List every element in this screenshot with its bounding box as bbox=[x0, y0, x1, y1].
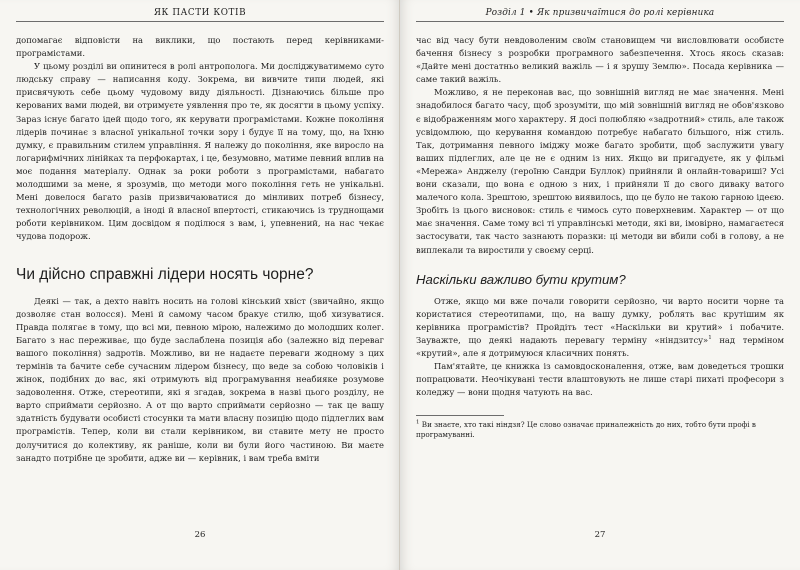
right-page bbox=[400, 0, 800, 570]
subheading: Наскільки важливо бути крутим? bbox=[416, 271, 626, 287]
footnote-text: Ви знаєте, хто такі ніндзя? Це слово означає приналежність до них, тобто бути профі в програмуванні. bbox=[416, 420, 756, 440]
paragraph-text: Отже, якщо ми вже почали говорити серйозно, чи варто носити чорне та користатися стереотипами, що, на вашу думку, роблять вас крутішим як керівника програмістів? Пройдіть тест «Наскільки ви крутий» і побачите. Зауважте, що деякі надають перевагу терміну «ніндзитсу» bbox=[416, 295, 784, 345]
paragraph-text: над терміном «крутий», але я дотримуюся класичних понять. bbox=[416, 334, 784, 358]
running-head-right: Розділ 1 • Як призвичаїтися до ролі керівника bbox=[416, 6, 784, 22]
paragraph: У цьому розділі ви опинитеся в ролі антрополога. Ми досліджуватимемо суто людську справу — написання коду. Зокрема, ви вивчите типи людей, які присвячують себе цьому чудовому виду діяльності. Дізнаючись більше про керованих вами людей, ви отримуєте уявлення про те, як досягти в цьому успіху. Зараз існує багато ідей щодо того, як керувати програмістами. Кожне покоління лідерів починає з власної унікальної точки зору і будує її на тому, що, на їхню думку, є правильним стилем управління. Я належу до покоління, яке виросло на логарифмічних лінійках та перфокартах, і це, безумовно, матиме певний вплив на моє подання матеріалу. Однак за роки роботи з програмістами, набагато молодшими за мене, я зрозумів, що методи мого покоління геть не унікальні. Мені довелося багато разів призвичаюватися до мінливих потреб бізнесу, технологічних революцій, а іноді й власної впертості, стикаючись із труднощами роботи керівником. Цим досвідом я поділюся з вам, і, упевнений, на нас чекає чудова подорож. bbox=[16, 61, 384, 242]
footnote-mark: 1 bbox=[416, 419, 420, 426]
paragraph: допомагає відповісти на виклики, що постають перед керівниками-програмістами. bbox=[16, 35, 384, 59]
footnote bbox=[416, 420, 784, 440]
paragraph bbox=[416, 295, 784, 360]
running-head-left: ЯК ПАСТИ КОТІВ bbox=[16, 6, 384, 22]
paragraph: Деякі — так, а дехто навіть носить на голові кінський хвіст (звичайно, якщо дозволяє стан волосся). Мені й самому часом бракує стилю, щоб хизуватися. Правда полягає в тому, що всі ми, певною мірою, належимо до молодших колег. Багато з нас переживає, що буде заслаблена позиція або (залежно від переваг вашого покоління) задротів. Можливо, ви не надаєте переваги жодному з цих термінів та бачите себе сучасним лідером бізнесу, що веде за собою чоловіків і жінок, подібних до вас, які отримують від програмування неабияке розумове задоволення. Отже, стереотипи, які я згадав, зокрема в назві цього розділу, не варто сприймати серйозно. А от що варто сприймати серйозно — так це вашу здатність будувати особисті стосунки та мати власну позицію щодо підлеглих вам програмістів. Тепер, коли ви стали керівником, ви ставите мету не просто долучитися до колективу, як раніше, коли ви були його частиною. Ви маєте занадто потрібне це зробити, адже ви — керівник, і вам треба вміти bbox=[16, 295, 384, 463]
paragraph: Пам'ятайте, це книжка із самовдосконалення, отже, вам доведеться трошки попрацювати. Неочікувані тести влаштовують не лише старі пихаті професори з коледжу — вони щодня чатують на вас. bbox=[416, 361, 784, 398]
footnote-divider bbox=[416, 415, 504, 416]
section-heading: Чи дійсно справжні лідери носять чорне? bbox=[16, 265, 314, 283]
page-number-right: 27 bbox=[594, 530, 606, 540]
paragraph: Можливо, я не переконав вас, що зовнішній вигляд не має значення. Мені знадобилося багато часу, щоб зрозуміти, що мій зовнішній вигляд не обов'язково є відображенням мого характеру. Я досі полюбляю «задротний» стиль, але також усвідомлюю, що керування командою потребує набагато більшого, ніж стиль. Так, дотримання певного іміджу може багато зробити, щоб заслужити увагу ваших підлеглих, але це не є одним із них. Якщо ви пригадуєте, як у фільмі «Мережа» Анджелу (героїню Сандри Буллок) прийняли й онлайн-товариші? Усі вони сказали, що вона є одною з них, і прийняли її до свого диваку ватого малечого кола. Зрештою, зрештою виявилось, що це було не такою гарною ідеєю. Зробіть із цього висновок: стиль є чимось суто поверхневим. Характер — от що має значення. Саме тому всі ті управлінські методи, які ви, імовірно, намагаєтеся застосувати, так часто зазнають поразки: ці методи ви вбили собі в голову, а не виплекали та виростили у своєму серці. bbox=[416, 87, 784, 255]
page-number-left: 26 bbox=[194, 530, 206, 540]
footnote-reference: 1 bbox=[708, 335, 712, 342]
paragraph: час від часу бути невдоволеним своїм становищем чи висловлювати особисте бачення бізнесу з розробки програмного забезпечення. Хтось якось сказав: «Дайте мені достатньо великий важіль — і я зрушу Землю». Посада керівника — саме такий важіль. bbox=[416, 35, 784, 85]
